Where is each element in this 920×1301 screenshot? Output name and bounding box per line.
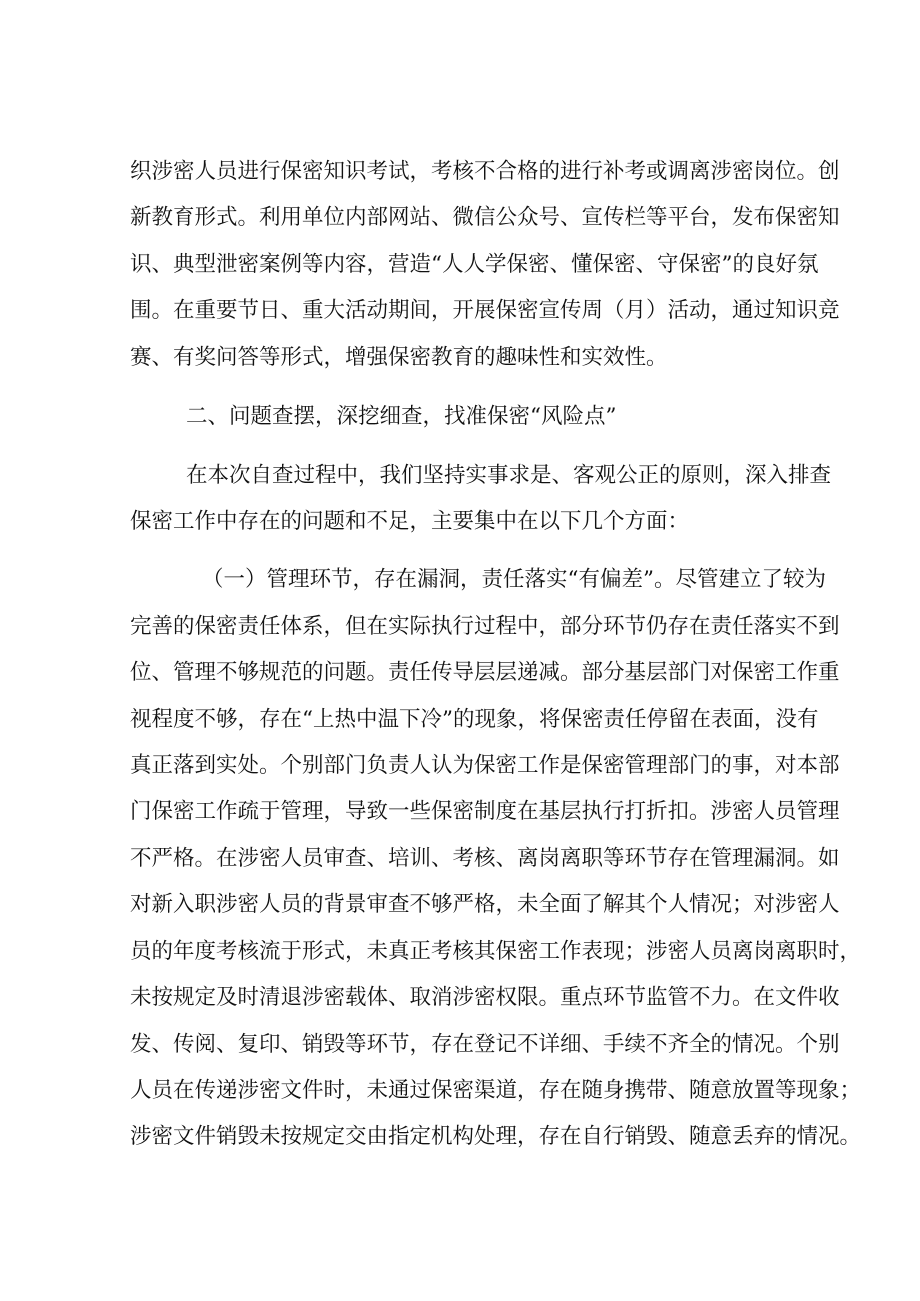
text-line: 保密工作中存在的问题和不足，主要集中在以下几个方面： — [130, 509, 690, 534]
text-line: 视程度不够，存在“上热中温下冷”的现象，将保密责任停留在表面，没有 — [130, 707, 819, 732]
text-line: 真正落到实处。个别部门负责人认为保密工作是保密管理部门的事，对本部 — [130, 753, 840, 778]
text-line: 涉密文件销毁未按规定交由指定机构处理，存在自行销毁、随意丢弃的情况。 — [130, 1124, 862, 1149]
text-line: 位、管理不够规范的问题。责任传导层层递减。部分基层部门对保密工作重 — [130, 660, 840, 685]
text-line: 在本次自查过程中，我们坚持实事求是、客观公正的原则，深入排查 — [186, 463, 832, 488]
text-line: 对新入职涉密人员的背景审查不够严格，未全面了解其个人情况；对涉密人 — [130, 892, 840, 917]
text-line: 织涉密人员进行保密知识考试，考核不合格的进行补考或调离涉密岗位。创 — [130, 159, 840, 184]
text-line: 完善的保密责任体系，但在实际执行过程中，部分环节仍存在责任落实不到 — [130, 614, 840, 639]
text-line: 门保密工作疏于管理，导致一些保密制度在基层执行打折扣。涉密人员管理 — [130, 799, 840, 824]
text-line: 识、典型泄密案例等内容，营造“人人学保密、懂保密、守保密”的良好氛 — [130, 252, 819, 277]
text-line: 赛、有奖问答等形式，增强保密教育的趣味性和实效性。 — [130, 345, 668, 370]
text-line: 围。在重要节日、重大活动期间，开展保密宣传周（月）活动，通过知识竞 — [130, 298, 840, 323]
section-heading: 二、问题查摆，深挖细查，找准保密“风险点” — [186, 404, 617, 429]
text-line: 发、传阅、复印、销毁等环节，存在登记不详细、手续不齐全的情况。个别 — [130, 1032, 840, 1057]
text-line: 未按规定及时清退涉密载体、取消涉密权限。重点环节监管不力。在文件收 — [130, 985, 840, 1010]
text-line: 新教育形式。利用单位内部网站、微信公众号、宣传栏等平台，发布保密知 — [130, 205, 840, 230]
text-line: 人员在传递涉密文件时，未通过保密渠道，存在随身携带、随意放置等现象； — [130, 1078, 862, 1103]
text-line: 不严格。在涉密人员审查、培训、考核、离岗离职等环节存在管理漏洞。如 — [130, 846, 840, 871]
text-line: 员的年度考核流于形式，未真正考核其保密工作表现；涉密人员离岗离职时， — [130, 939, 862, 964]
subsection-heading: （一）管理环节，存在漏洞，责任落实“有偏差”。尽管建立了较为 — [202, 567, 826, 592]
